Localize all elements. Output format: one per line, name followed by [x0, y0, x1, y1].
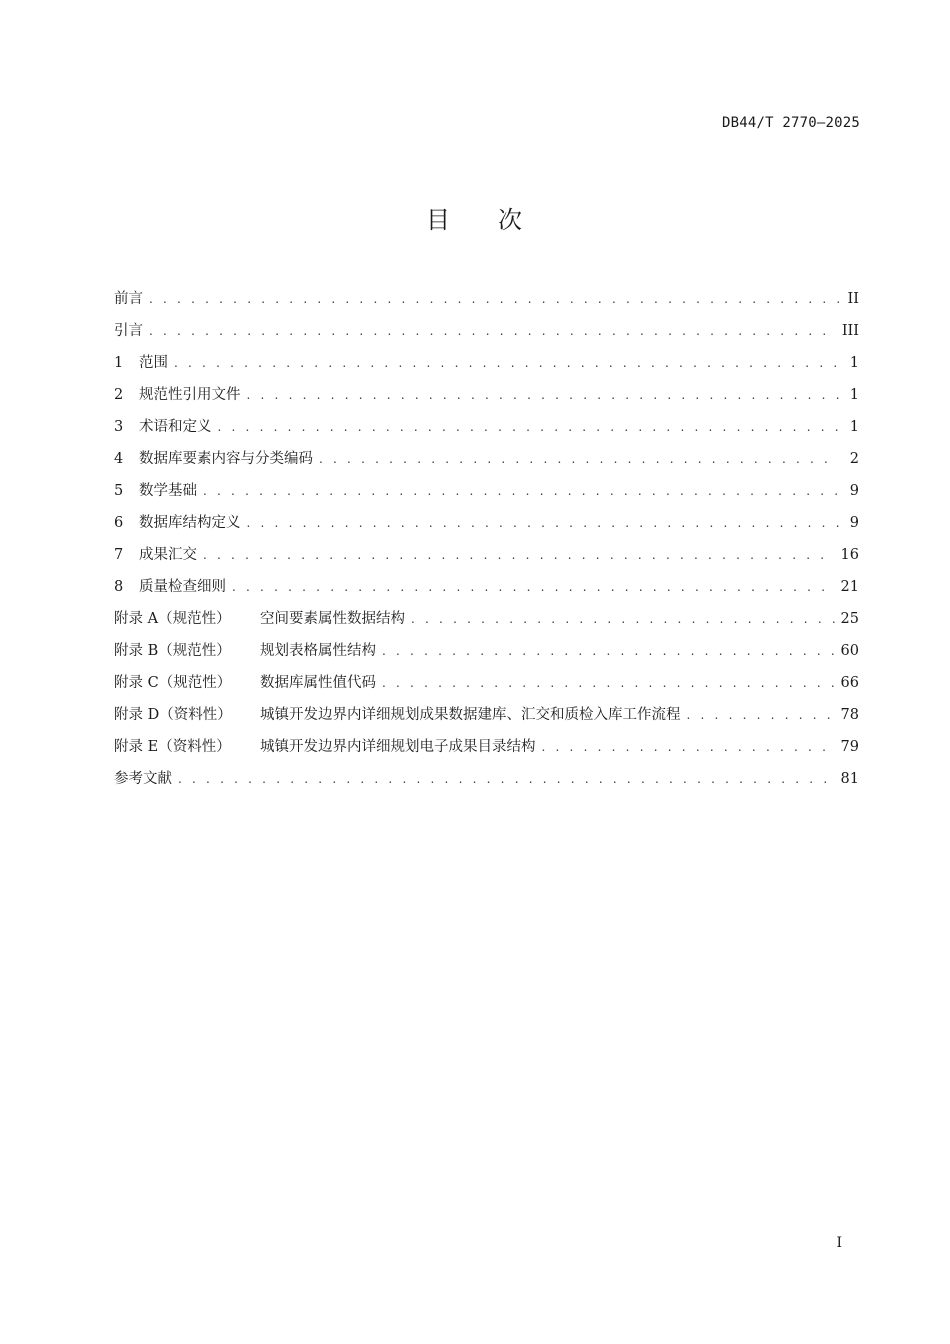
toc-entry[interactable] [114, 350, 859, 382]
toc-dot-leader [382, 670, 835, 696]
toc-entry-label: 前言 [114, 291, 143, 307]
toc-dot-leader [149, 286, 839, 312]
toc-entry-number: 1 [114, 355, 124, 371]
toc-entry-number: 2 [114, 387, 124, 403]
toc-dot-leader [218, 414, 840, 440]
toc-dot-leader [411, 606, 835, 632]
toc-entry-appendix-prefix: 附录 C（规范性） [114, 675, 232, 691]
toc-entry-page: 2 [849, 451, 859, 467]
toc-entry-number: 6 [114, 515, 124, 531]
toc-entry-page: 1 [849, 387, 859, 403]
toc-entry[interactable] [114, 542, 859, 574]
toc-dot-leader [174, 350, 839, 376]
toc-entry-label: 城镇开发边界内详细规划成果数据建库、汇交和质检入库工作流程 [260, 707, 681, 723]
toc-entry-number: 5 [114, 483, 124, 499]
toc-entry-appendix-prefix: 附录 A（规范性） [114, 611, 231, 627]
toc-entry-label: 数据库要素内容与分类编码 [139, 451, 313, 467]
toc-entry[interactable] [114, 766, 859, 798]
toc-entry-label: 成果汇交 [139, 547, 197, 563]
toc-entry[interactable] [114, 574, 859, 606]
toc-entry-page: 66 [840, 675, 859, 691]
toc-entry-page: 79 [840, 739, 859, 755]
toc-entry[interactable] [114, 446, 859, 478]
page-title [0, 200, 950, 235]
toc-entry[interactable] [114, 638, 859, 670]
toc-dot-leader [203, 542, 835, 568]
toc-entry-label: 引言 [114, 323, 143, 339]
toc-dot-leader [542, 734, 835, 760]
toc-dot-leader [247, 510, 840, 536]
toc-entry[interactable] [114, 318, 859, 350]
toc-entry-label: 范围 [139, 355, 168, 371]
toc-dot-leader [247, 382, 840, 408]
toc-entry-page: 81 [840, 771, 859, 787]
toc-entry-page: 9 [849, 483, 859, 499]
toc-dot-leader [178, 766, 835, 792]
toc-entry[interactable] [114, 606, 859, 638]
toc-entry-page: 60 [840, 643, 859, 659]
toc-entry-label: 参考文献 [114, 771, 172, 787]
toc-entry-label: 规范性引用文件 [139, 387, 241, 403]
toc-dot-leader [149, 318, 836, 344]
toc-entry[interactable] [114, 286, 859, 318]
toc-entry-label: 数据库结构定义 [139, 515, 241, 531]
toc-entry-page: 1 [849, 419, 859, 435]
toc-entry-label: 规划表格属性结构 [260, 643, 376, 659]
toc-entry-label: 空间要素属性数据结构 [260, 611, 405, 627]
toc-entry-page: 21 [840, 579, 859, 595]
toc-dot-leader [319, 446, 839, 472]
toc-entry[interactable] [114, 670, 859, 702]
table-of-contents [114, 286, 859, 798]
toc-entry-page: 9 [849, 515, 859, 531]
toc-entry[interactable] [114, 702, 859, 734]
toc-entry[interactable] [114, 734, 859, 766]
toc-dot-leader [687, 702, 835, 728]
toc-entry-page: 16 [840, 547, 859, 563]
toc-entry-label: 质量检查细则 [139, 579, 226, 595]
toc-entry-page: II [847, 291, 859, 307]
toc-entry[interactable] [114, 478, 859, 510]
document-code: DB44/T 2770—2025 [721, 115, 860, 131]
toc-entry-label: 数据库属性值代码 [260, 675, 376, 691]
toc-entry-label: 术语和定义 [139, 419, 212, 435]
toc-entry[interactable] [114, 382, 859, 414]
toc-entry-appendix-prefix: 附录 E（资料性） [114, 739, 231, 755]
toc-entry-number: 3 [114, 419, 124, 435]
toc-entry-number: 4 [114, 451, 124, 467]
toc-entry-appendix-prefix: 附录 D（资料性） [114, 707, 232, 723]
toc-entry-page: 1 [849, 355, 859, 371]
toc-entry-label: 城镇开发边界内详细规划电子成果目录结构 [260, 739, 536, 755]
title-char-1: 目 [426, 206, 452, 234]
toc-dot-leader [203, 478, 839, 504]
toc-entry-page: 25 [840, 611, 859, 627]
page-number: I [836, 1235, 842, 1251]
toc-dot-leader [382, 638, 835, 664]
toc-entry-appendix-prefix: 附录 B（规范性） [114, 643, 231, 659]
title-char-2: 次 [498, 206, 524, 234]
toc-entry-number: 7 [114, 547, 124, 563]
toc-entry-page: 78 [840, 707, 859, 723]
toc-entry-page: III [841, 323, 859, 339]
toc-entry[interactable] [114, 510, 859, 542]
toc-entry-label: 数学基础 [139, 483, 197, 499]
toc-entry[interactable] [114, 414, 859, 446]
toc-entry-number: 8 [114, 579, 124, 595]
toc-dot-leader [232, 574, 835, 600]
